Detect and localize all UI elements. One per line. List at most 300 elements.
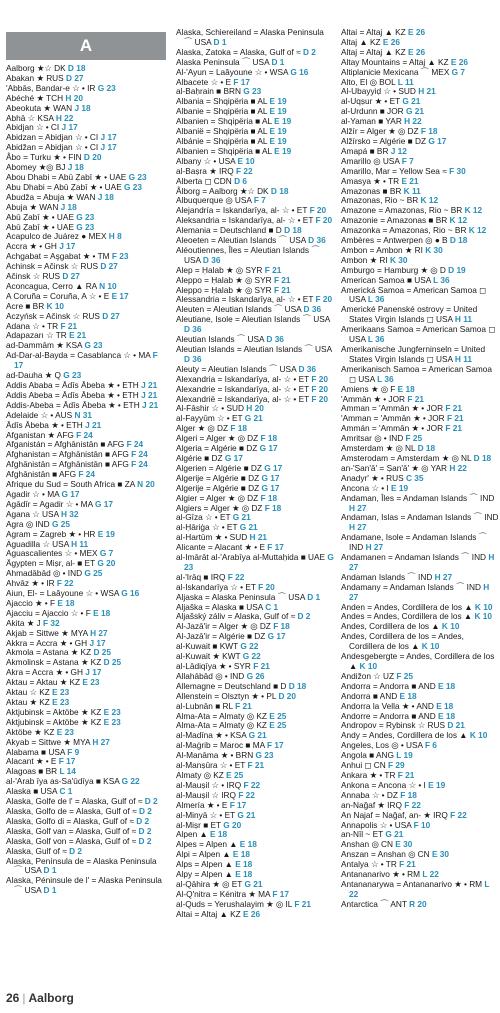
entry-name: Anhui ◻ CN (341, 760, 389, 771)
entry-name: An Najaf = Naǧaf, an- ★ IRQ (341, 809, 451, 820)
entry-name: al-Maġrib = Maroc ■ MA (176, 740, 268, 751)
grid-reference: D 18 (270, 185, 289, 196)
entry-name: Andorra = Andorra ■ AND (341, 680, 439, 691)
entry-name: Ajacciu = Ajaccio ☆ • F (6, 607, 94, 618)
entry-name: Aiun, El- = Laâyoune ☆ • WSA (6, 588, 122, 599)
grid-reference: F 17 (272, 888, 290, 899)
index-entry (176, 315, 334, 335)
entry-name: Aleuty = Aleutian Islands ⌒ USA (176, 363, 299, 374)
entry-name: Alžírsko = Algérie ■ DZ (341, 135, 429, 146)
grid-reference: G 17 (224, 452, 243, 463)
entry-name: Akjab = Sittwe ★ MYA (6, 627, 91, 638)
grid-reference: E 25 (226, 769, 244, 780)
grid-reference: K 12 (464, 205, 483, 216)
entry-name: Alpen ▲ (176, 829, 211, 840)
entry-name: Alma-Ata = Almaty ◎ KZ (176, 720, 270, 731)
entry-name: Aktjubinsk = Aktöbe ★ KZ (6, 716, 104, 727)
grid-reference: G 23 (63, 370, 82, 381)
grid-reference: H 8 (108, 231, 122, 242)
entry-name: 'Abbās, Bandar-e ☆ • IR (6, 82, 98, 93)
grid-reference: E 18 (397, 383, 415, 394)
grid-reference: F 18 (264, 502, 282, 513)
grid-reference: L 36 (367, 334, 385, 345)
entry-name: Agadir ☆ • MA (6, 488, 62, 499)
entry-name: Amazonie = Amazonas ■ BR (341, 215, 450, 226)
entry-name: Amman = 'Ammān ★ • JOR (341, 403, 446, 414)
grid-reference: F 22 (243, 779, 261, 790)
entry-name: al-Fayyūm ☆ • ET (176, 413, 245, 424)
grid-reference: F 21 (273, 284, 291, 295)
grid-reference: D 18 (67, 63, 86, 73)
grid-reference: C 1 (59, 786, 73, 797)
grid-reference: G 17 (61, 488, 80, 499)
entry-name: Abidzan = Abidjan ☆ • CI (6, 132, 101, 143)
grid-reference: K 12 (449, 215, 468, 226)
grid-reference: D 18 (417, 443, 436, 454)
entry-name: Algerije = Algérie ■ DZ (176, 472, 262, 483)
entry-name: al-Qāhira ★ ◎ ET (176, 878, 245, 889)
grid-reference: E 26 (382, 36, 400, 47)
grid-reference: J 21 (142, 399, 159, 410)
index-entry (6, 876, 164, 896)
entry-name: Albanië = Shqipëria ■ AL (176, 126, 270, 137)
entry-name: Altaj ▲ KZ (341, 36, 383, 47)
grid-reference: F 20 (258, 581, 275, 592)
entry-name: al-Iskandarīya ☆ • ET (176, 581, 259, 592)
entry-name: Abhā ☆ KSA (6, 112, 56, 123)
entry-name: Ankona = Ancona ☆ • I (341, 779, 429, 790)
entry-name: Amerikanisch Samoa = American Samoa ◻ USA (341, 363, 493, 384)
entry-name: ad-Dammām ★ KSA (6, 340, 85, 351)
entry-name: al-Manṣūra ☆ • ET (176, 760, 248, 771)
grid-reference: F 21 (445, 403, 462, 414)
entry-name: Abuja ★ WAN (6, 201, 61, 212)
entry-name: Aljaska = Alaska Peninsula ⌒ USA (176, 591, 308, 602)
index-column-2 (176, 28, 334, 920)
grid-reference: F 24 (76, 429, 93, 440)
page-number: 26 (6, 991, 20, 1005)
entry-name: Abū Ẓabī ★ • UAE (6, 211, 77, 222)
grid-reference: F 24 (131, 449, 148, 460)
grid-reference: E 23 (52, 687, 70, 698)
grid-reference: G 25 (84, 568, 103, 579)
entry-name: Aleppo = Ḥalab ★ ◎ SYR (176, 274, 274, 285)
grid-reference: F 24 (131, 459, 148, 470)
entry-name: Ačinsk ☆ RUS (6, 271, 63, 282)
grid-reference: L 36 (367, 294, 385, 305)
grid-reference: J 21 (141, 389, 158, 400)
entry-name: Accra ★ • GH (6, 241, 60, 252)
index-entry (176, 553, 334, 573)
grid-reference: F 32 (42, 617, 60, 628)
grid-reference: G 23 (84, 340, 103, 351)
grid-reference: N 20 (137, 479, 155, 490)
entry-name: Ajaccio ★ • F (6, 597, 58, 608)
grid-reference: G 21 (244, 413, 263, 424)
entry-name: Amasya ★ • TR (341, 175, 402, 186)
grid-reference: F 21 (446, 413, 464, 424)
index-entry (341, 652, 499, 672)
grid-reference: D 27 (66, 72, 84, 83)
grid-reference: H 21 (249, 532, 268, 543)
grid-reference: G 23 (124, 181, 143, 192)
grid-reference: L 22 (422, 869, 439, 880)
entry-name: Albacete ☆ • E (176, 76, 234, 87)
entry-name: Algérie ■ DZ (176, 452, 225, 463)
index-entry (341, 513, 499, 533)
grid-reference: F 20 (315, 294, 333, 305)
entry-name: an-Nīl ~ ET (341, 829, 386, 840)
grid-reference: G 7 (99, 548, 114, 559)
grid-reference: J 18 (97, 191, 114, 202)
grid-reference: G 23 (76, 221, 95, 232)
entry-name: Alabama ■ USA (6, 746, 68, 757)
entry-name: Andesgebergte = Andes, Cordillera de los ▲ (341, 651, 495, 671)
entry-name: Albania = Shqipëria ■ AL (176, 96, 270, 107)
grid-reference: L 22 (349, 878, 490, 899)
index-entry (176, 345, 334, 365)
entry-name: American Samoa ■ USA (341, 274, 434, 285)
grid-reference: G 22 (240, 641, 259, 652)
grid-reference: D 2 (297, 611, 311, 622)
entry-name: Antarctica ⌒ ANT (341, 898, 410, 909)
grid-reference: H 27 (365, 542, 384, 553)
grid-reference: E 18 (438, 710, 456, 721)
grid-reference: F 10 (413, 819, 431, 830)
entry-name: Amazonka = Amazonas, Rio ~ BR (341, 225, 469, 236)
grid-reference: F 17 (229, 799, 247, 810)
entry-name: Amiens ★ ◎ F (341, 383, 398, 394)
grid-reference: K 10 (46, 300, 65, 311)
grid-reference: E 18 (235, 869, 253, 880)
entry-name: Aleppo = Ḥalab ★ ◎ SYR (176, 284, 274, 295)
entry-name: Andaman, Islas = Andaman Islands ⌒ IND (341, 512, 499, 523)
entry-name: Alaska, Zatoka = Alaska, Gulf of ≈ (176, 46, 303, 57)
grid-reference: D 2 (144, 796, 158, 807)
grid-reference: H 11 (454, 353, 472, 364)
grid-reference: E 18 (232, 849, 250, 860)
entry-name: Alaska, Golfo di = Alaska, Gulf of ≈ (6, 815, 137, 826)
entry-name: Aleutiane, Isole = Aleutian Islands ⌒ USA (176, 314, 330, 325)
entry-name: Abidžan = Abidjan ☆ • CI (6, 142, 101, 153)
entry-name: Allenstein = Olsztyn ★ • PL (176, 690, 279, 701)
grid-reference: D 36 (298, 363, 316, 374)
index-entry (176, 28, 334, 48)
entry-name: al-Lādiqīya ★ • SYR (176, 661, 254, 671)
entry-name: Abeokuta ★ WAN (6, 102, 75, 113)
entry-name: Ancona ☆ • I (341, 482, 392, 493)
grid-reference: F 18 (420, 126, 438, 137)
entry-name: al-'Irāq ■ IRQ (176, 571, 228, 582)
entry-name: Albanien = Shqipëria ■ AL (176, 116, 275, 127)
grid-reference: G 17 (264, 462, 283, 473)
entry-name: Abomey ★◎ BJ (6, 162, 68, 173)
grid-reference: K 10 (421, 641, 440, 652)
entry-name: Americké Panenské ostrovy = United States Virgin Islands ◻ USA (341, 304, 478, 325)
entry-name: Alagoas ■ BR (6, 766, 60, 777)
grid-reference: H 22 (55, 112, 74, 123)
entry-name: Aktau = Aktau ★ KZ (6, 677, 83, 688)
grid-reference: E 18 (235, 859, 253, 870)
entry-name: Altiplanicie Mexicana ⌒ MEX (341, 66, 452, 77)
entry-name: ad-Dauha ★ Q (6, 370, 64, 381)
entry-name: Al-Fāshir ☆ • SUD (176, 403, 247, 414)
grid-reference: K 10 (359, 661, 378, 671)
entry-name: al-Lubnān ■ RL (176, 700, 236, 711)
grid-reference: E 19 (391, 482, 409, 493)
grid-reference: G 17 (428, 135, 447, 146)
entry-name: Agana ☆ USA (6, 508, 61, 519)
grid-reference: D 36 (184, 324, 202, 335)
grid-reference: H 27 (92, 736, 110, 747)
entry-name: Ambon = Ambon ★ RI (341, 244, 426, 255)
grid-reference: D 1 (271, 56, 285, 67)
entry-name: Amritsar ◎ • IND (341, 433, 406, 444)
entry-name: Achgabat = Aşgabat ★ • TM (6, 251, 112, 262)
entry-name: al-'Arab īya as-Sa'ūdīya ■ KSA (6, 776, 122, 787)
index-entry (6, 351, 164, 371)
entry-name: Aleutian Islands = Aleutian Islands ⌒ USA (176, 344, 332, 354)
entry-name: Ad-Dar-al-Bayda = Casablanca ☆ • MA (6, 350, 153, 361)
entry-name: Ägypten = Miṣr, al- ■ ET (6, 558, 98, 569)
grid-reference: F 18 (260, 492, 278, 503)
grid-reference: E 30 (431, 849, 450, 860)
grid-reference: H 11 (454, 314, 472, 325)
grid-reference: N 31 (74, 409, 92, 420)
grid-reference: F 20 (311, 383, 329, 394)
grid-reference: D 20 (83, 152, 102, 163)
grid-reference: F 21 (247, 760, 265, 771)
grid-reference: F 18 (260, 433, 278, 444)
grid-reference: F 21 (264, 264, 282, 275)
entry-name: Aguadilla ☆ USA (6, 538, 72, 549)
entry-name: Afghānistān ■ AFG (6, 469, 79, 480)
entry-name: al-Gīza ☆ • ET (176, 512, 233, 523)
entry-name: Addis Ababa = Ādīs Ābeba ★ • ETH (6, 380, 142, 390)
grid-reference: D 19 (448, 264, 466, 275)
entry-name: Alexandrië = Iskandarīya, al- ☆ • ET (176, 393, 312, 404)
entry-name: al-Kuwait ■ KWT (176, 641, 241, 652)
grid-reference: E 18 (436, 700, 454, 711)
entry-name: Ammán = 'Ammān ★ • JOR (341, 423, 446, 434)
grid-reference: F 21 (407, 393, 424, 404)
entry-name: Aléoutiennes, Îles = Aleutian Islands ⌒ USA (176, 244, 320, 265)
entry-name: Amsterodam = Amsterdam ★ ◎ NL (341, 452, 474, 463)
grid-reference: G 7 (451, 66, 466, 77)
grid-reference: D 36 (184, 353, 202, 364)
entry-name: al-Ḥāriġa ☆ • ET (176, 522, 240, 533)
entry-name: Ambon ★ RI (341, 254, 390, 265)
grid-reference: J 17 (100, 132, 117, 143)
entry-name: Ankara ★ • TR (341, 769, 398, 780)
grid-reference: E 18 (210, 829, 228, 840)
grid-reference: F 21 (273, 274, 291, 285)
entry-name: al-Mauṣil ☆ IRQ (176, 789, 239, 800)
grid-reference: F 7 (253, 195, 266, 206)
entry-name: Angola ■ ANG (341, 750, 397, 761)
grid-reference: H 22 (449, 462, 467, 473)
entry-name: Aalborg ★☆ DK (6, 63, 68, 73)
entry-name: Afganistan ★ AFG (6, 429, 77, 440)
grid-reference: H 27 (349, 522, 367, 533)
grid-reference: H 27 (349, 581, 490, 602)
grid-reference: K 12 (420, 195, 439, 206)
grid-reference: D 2 (303, 46, 316, 57)
entry-name: Albanie = Shqipëria ■ AL (176, 106, 270, 117)
grid-reference: E 23 (82, 677, 100, 688)
entry-name: Almería ★ • E (176, 799, 230, 810)
entry-name: Al-Jazā'ir = Alger ★ ◎ DZ (176, 621, 274, 632)
grid-reference: F 21 (253, 661, 270, 671)
entry-name: Akmola = Astana ★ KZ (6, 647, 94, 658)
grid-reference: F 18 (273, 621, 290, 632)
entry-name: al-Baṣra ★ IRQ (176, 165, 236, 176)
grid-reference: F 21 (294, 898, 311, 909)
entry-name: Achinsk = Ačinsk ☆ RUS (6, 261, 101, 272)
grid-reference: E 23 (103, 706, 121, 717)
grid-reference: G 16 (290, 66, 309, 77)
grid-reference: D 21 (447, 720, 465, 731)
grid-reference: H 27 (90, 627, 108, 638)
grid-reference: J 18 (60, 201, 77, 212)
entry-name: Aguascalientes ☆ • MEX (6, 548, 100, 559)
grid-reference: J 17 (85, 667, 102, 678)
grid-reference: F 21 (60, 320, 78, 331)
entry-name: Albánie = Shqipëria ■ AL (176, 135, 270, 146)
grid-reference: F 18 (400, 789, 417, 800)
grid-reference: F 22 (227, 571, 245, 582)
entry-name: Andaman, Îles = Andaman Islands ⌒ IND (341, 492, 495, 503)
index-column-3 (341, 28, 499, 910)
grid-reference: G 23 (255, 750, 274, 761)
entry-name: Ambères = Antwerpen ◎ ● B (341, 235, 450, 246)
grid-reference: D 36 (202, 254, 221, 265)
entry-name: Amerikaans Samoa = American Samoa ◻ USA (341, 324, 496, 345)
entry-name: Alaska, Gulf of ≈ (6, 845, 70, 856)
entry-name: Abu Dhabi = Abū Ẓabī ★ • UAE (6, 181, 125, 192)
entry-name: Ahvāz ★ • IR (6, 578, 57, 589)
grid-reference: J 12 (390, 145, 407, 156)
grid-reference: F 17 (14, 350, 158, 371)
entry-name: Alaska, Péninsule de l' = Alaska Peninsula ⌒ USA (6, 875, 162, 896)
entry-name: Akkra = Accra ★ • GH (6, 637, 90, 648)
grid-reference: F 17 (267, 542, 284, 553)
grid-reference: G 17 (261, 482, 280, 493)
entry-name: Andorra ■ AND (341, 690, 400, 701)
grid-reference: E 19 (274, 145, 292, 156)
entry-name: Antananarywa = Antananarivo ★ • RM (341, 878, 485, 889)
entry-name: Abidjan ☆ • CI (6, 122, 62, 133)
entry-name: Alejandría = Iskandarīya, al- ☆ • ET (176, 205, 310, 216)
index-entry (341, 345, 499, 365)
grid-reference: J 17 (89, 637, 106, 648)
grid-reference: G 20 (97, 558, 116, 569)
entry-name: Annaba ☆ • DZ (341, 789, 401, 800)
grid-reference: F 22 (450, 809, 467, 820)
grid-reference: F 17 (233, 76, 250, 87)
entry-name: al-Yaman ■ YAR (341, 116, 405, 127)
grid-reference: G 17 (94, 498, 113, 509)
grid-reference: C 1 (265, 601, 279, 612)
grid-reference: E 19 (269, 96, 287, 107)
grid-reference: G 21 (244, 878, 263, 889)
grid-reference: F 7 (401, 155, 414, 166)
grid-reference: G 21 (232, 512, 251, 523)
entry-name: Antananarivo ★ • RM (341, 869, 423, 880)
grid-reference: G 22 (121, 776, 140, 787)
entry-name: al-Miṣr ■ ET (176, 819, 224, 830)
grid-reference: F 20 (315, 215, 333, 226)
grid-reference: J 18 (74, 102, 91, 113)
grid-reference: E 26 (243, 908, 261, 919)
entry-name: Adelaide ☆ • AUS (6, 409, 75, 420)
entry-name: Alaska, Golfo de = Alaska, Gulf of ≈ (6, 805, 139, 816)
grid-reference: G 21 (385, 829, 404, 840)
entry-name: Anadyr' ★ • RUS (341, 472, 406, 483)
grid-reference: J 21 (85, 419, 102, 430)
grid-reference: C 35 (405, 472, 424, 483)
entry-name: Abakan ★ RUS (6, 72, 67, 83)
entry-name: Alicante = Alacant ★ • E (176, 542, 268, 553)
entry-name: Alpes = Alpen ▲ (176, 839, 240, 850)
grid-reference: G 23 (243, 86, 262, 97)
grid-reference: F 9 (67, 746, 80, 757)
grid-reference: G 21 (239, 522, 258, 533)
entry-name: Alacant ★ • E (6, 756, 59, 767)
grid-reference: D 2 (139, 805, 152, 816)
grid-reference: E 17 (111, 290, 129, 301)
grid-reference: E 30 (395, 839, 413, 850)
entry-name: Annapolis ☆ • USA (341, 819, 414, 830)
grid-reference: E 26 (450, 56, 468, 67)
grid-reference: N 10 (99, 280, 117, 291)
entry-name: Andes, Cordillera de los ▲ (341, 621, 442, 632)
entry-name: Al-Ubayyiḍ ☆ • SUD (341, 86, 419, 97)
entry-name: Andamany = Andaman Islands ⌒ IND (341, 581, 484, 592)
grid-reference: D 25 (103, 657, 122, 668)
grid-reference: K 12 (468, 225, 487, 236)
grid-reference: F 22 (404, 799, 421, 810)
entry-name: Afganistán = Afghānistān ■ AFG (6, 439, 127, 450)
entry-name: Allahābād ◎ • IND (176, 670, 247, 681)
grid-reference: E 19 (269, 135, 287, 146)
entry-name: Albany ☆ • USA (176, 155, 238, 166)
entry-name: Åbo = Turku ★ • FIN (6, 152, 84, 163)
entry-name: Aleksandria = Iskandarīya, al- ☆ • ET (176, 215, 316, 226)
grid-reference: H 32 (60, 508, 79, 519)
index-entry (341, 880, 499, 900)
entry-name: Afghanistan = Afghānistān ■ AFG (6, 449, 132, 460)
grid-reference: G 21 (248, 730, 267, 741)
grid-reference: F 22 (238, 789, 255, 800)
index-entry (341, 632, 499, 652)
entry-name: Al-'Ayun = Laâyoune ☆ • WSA (176, 66, 291, 77)
entry-name: an-'Ṣan'ā' = Ṣan'ā' ★ ◎ YAR (341, 462, 450, 473)
entry-name: Amazone = Amazonas, Rio ~ BR (341, 205, 465, 216)
grid-reference: F 20 (311, 373, 329, 384)
grid-reference: G 21 (237, 809, 256, 820)
entry-name: Alep = Ḥalab ★ ◎ SYR (176, 264, 265, 275)
entry-name: Altai = Altaj ▲ KZ (176, 908, 244, 919)
grid-reference: F 20 (311, 393, 329, 404)
grid-reference: H 27 (349, 552, 495, 572)
entry-name: Ādīs Ābeba ★ • ETH (6, 419, 86, 430)
grid-reference: F 21 (445, 423, 462, 434)
entry-name: al-Urdunn ■ JOR (341, 106, 406, 117)
index-entry (341, 533, 499, 553)
entry-name: Alaska ■ USA (6, 786, 60, 797)
entry-name: Aktau ★ KZ (6, 697, 53, 707)
